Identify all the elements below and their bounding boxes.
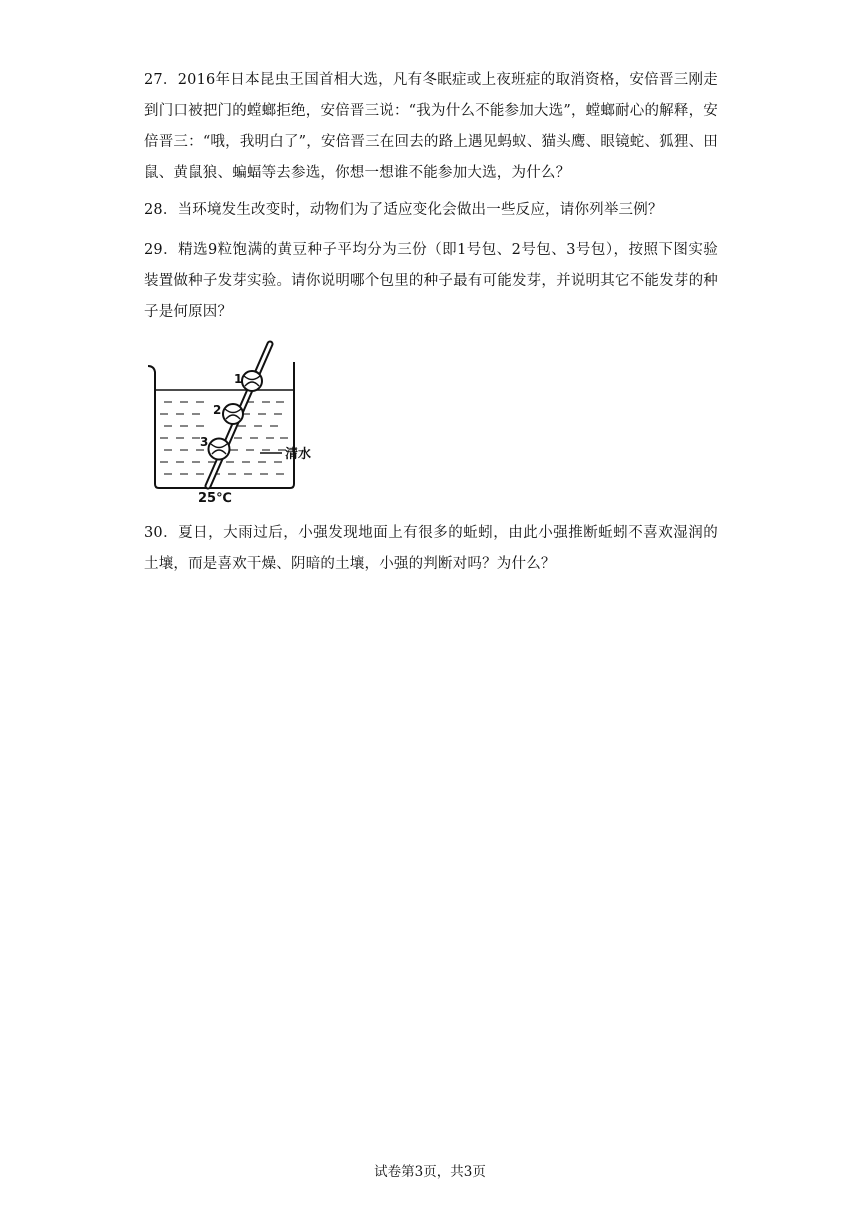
question-text: 2016年日本昆虫王国首相大选，凡有冬眠症或上夜班症的取消资格，安倍晋三刚走到门口被把门的螳螂拒绝，安倍晋三说：“我为什么不能参加大选”，螳螂耐心的解释，安倍晋三：“哦，我明白了”，安倍晋三在回去的路上遇见蚂蚁、猫头鹰、眼镜蛇、狐狸、田鼠、黄鼠狼、蝙蝠等去参选，你想一想谁不能参加大选，为什么？ — [144, 72, 718, 181]
seed-bag-3 — [209, 439, 230, 460]
bag-3-label: 3 — [200, 435, 209, 449]
question-text: 夏日，大雨过后，小强发现地面上有很多的蚯蚓，由此小强推断蚯蚓不喜欢湿润的土壤，而是喜欢干燥、阴暗的土壤，小强的判断对吗？为什么？ — [144, 525, 718, 572]
seed-bag-1 — [242, 371, 262, 391]
page-footer: 试卷第3页，共3页 — [374, 1164, 486, 1180]
seed-germination-figure — [142, 338, 342, 506]
question-27 — [144, 65, 718, 189]
beaker-outline — [148, 362, 294, 488]
bag-1-label: 1 — [234, 372, 243, 386]
temperature-label: 25℃ — [198, 491, 232, 506]
question-30 — [144, 518, 718, 580]
question-28 — [144, 195, 718, 226]
beaker-diagram — [142, 338, 342, 506]
seed-bag-2 — [223, 404, 243, 424]
question-number: 27． — [144, 72, 178, 88]
question-text: 当环境发生改变时，动物们为了适应变化会做出一些反应，请你列举三例？ — [177, 202, 663, 218]
question-number: 29． — [144, 242, 179, 258]
question-29 — [144, 235, 718, 328]
bag-2-label: 2 — [213, 403, 222, 417]
water-label: 清水 — [285, 447, 312, 462]
question-number: 28． — [144, 202, 178, 218]
question-text: 精选9粒饱满的黄豆种子平均分为三份（即1号包、2号包、3号包），按照下图实验装置做种子发芽实验。请你说明哪个包里的种子最有可能发芽，并说明其它不能发芽的种子是何原因？ — [144, 242, 718, 320]
question-number: 30． — [144, 525, 179, 541]
